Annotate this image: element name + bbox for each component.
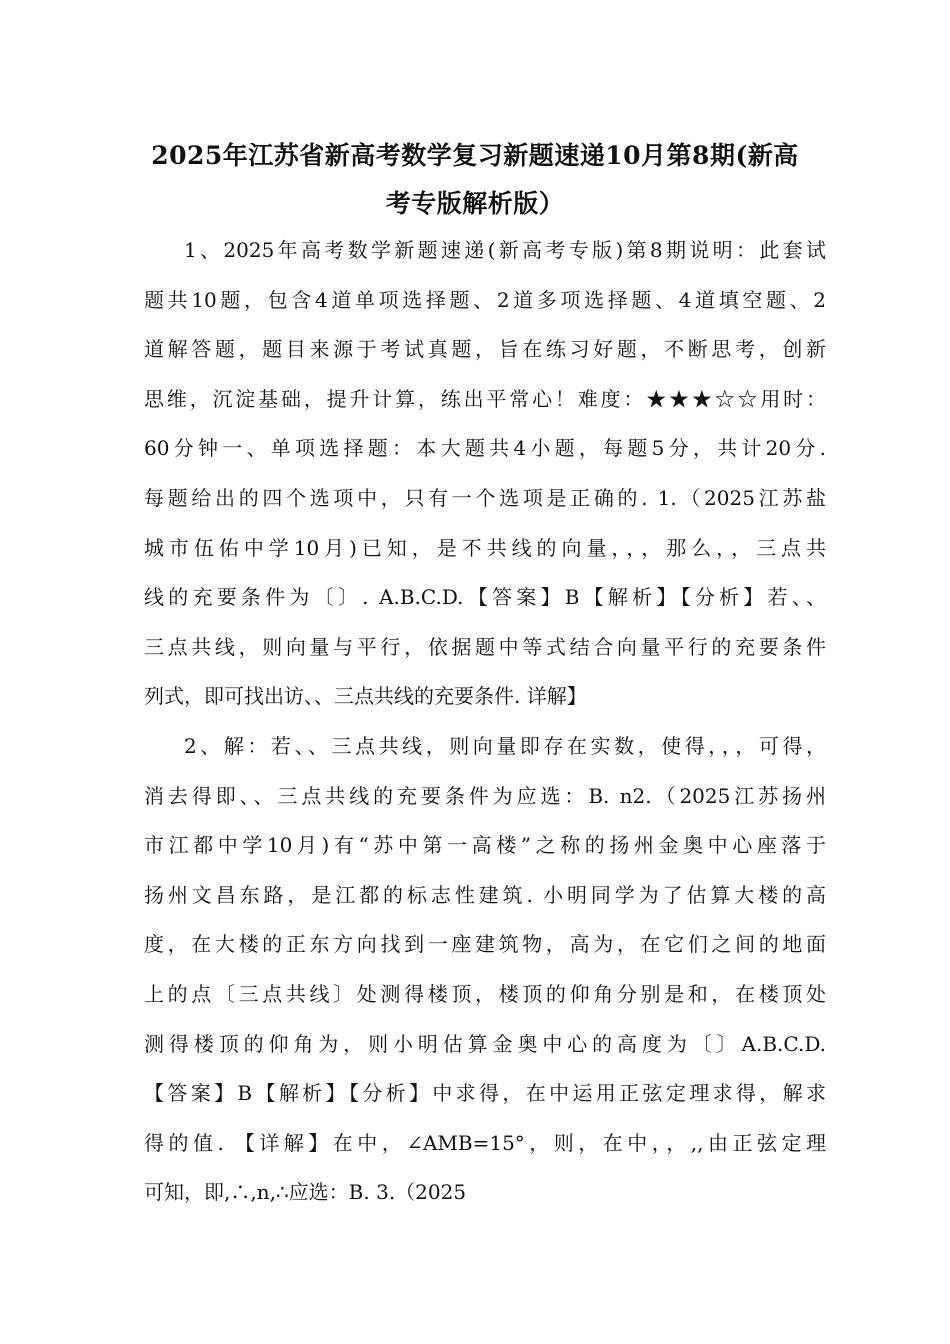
text-line: 思维，沉淀基础，提升计算，练出平常心！难度：★★★☆☆用时： — [144, 386, 826, 411]
text-line: 扬州文昌东路，是江都的标志性建筑. 小明同学为了估算大楼的高 — [144, 882, 826, 907]
text-line: 得的值. 【详解】在中，∠AMB=15°，则，在中，，,,由正弦定理 — [144, 1130, 826, 1155]
text-line: 测得楼顶的仰角为，则小明估算金奥中心的高度为〔〕A.B.C.D. — [144, 1031, 826, 1056]
text-line: 消去得即、、三点共线的充要条件为应选：B. n2.（2025江苏扬州 — [144, 783, 826, 808]
document-title — [140, 132, 810, 228]
text-line: 可知，即,∴,n,∴应选：B. 3.（2025 — [144, 1180, 467, 1205]
text-line: 【答案】B【解析】【分析】中求得，在中运用正弦定理求得，解求 — [144, 1081, 826, 1106]
text-line: 题共10题，包含4道单项选择题、2道多项选择题、4道填空题、2 — [144, 287, 826, 312]
text-line: 每题给出的四个选项中，只有一个选项是正确的. 1.（2025江苏盐 — [144, 485, 826, 510]
title-line-2: 考专版解析版） — [385, 189, 565, 218]
text-line: 道解答题，题目来源于考试真题，旨在练习好题，不断思考，创新 — [144, 337, 826, 362]
text-line: 2、解：若、、三点共线，则向量即存在实数，使得，，，可得， — [184, 734, 826, 758]
text-line: 线的充要条件为〔〕. A.B.C.D.【答案】B【解析】【分析】若、、 — [144, 585, 826, 610]
text-line: 60分钟一、单项选择题：本大题共4小题，每题5分，共计20分. — [144, 436, 826, 461]
text-line: 度，在大楼的正东方向找到一座建筑物，高为，在它们之间的地面 — [144, 932, 826, 957]
text-line: 上的点〔三点共线〕处测得楼顶，楼顶的仰角分别是和，在楼顶处 — [144, 981, 826, 1006]
text-line: 列式，即可找出访、、三点共线的充要条件. 详解】 — [144, 684, 587, 709]
text-line: 市江都中学10月)有“苏中第一高楼”之称的扬州金奥中心座落于 — [144, 833, 826, 858]
title-line-1: 2025年江苏省新高考数学复习新题速递10月第8期(新高 — [151, 141, 799, 170]
paragraph-1 — [144, 226, 826, 722]
text-line: 1、2025年高考数学新题速递(新高考专版)第8期说明：此套试 — [184, 238, 826, 262]
text-line: 三点共线，则向量与平行，依据题中等式结合向量平行的充要条件 — [144, 634, 826, 659]
text-line: 城市伍佑中学10月)已知，是不共线的向量，，，那么，，三点共 — [144, 535, 826, 560]
paragraph-2 — [144, 722, 826, 1218]
